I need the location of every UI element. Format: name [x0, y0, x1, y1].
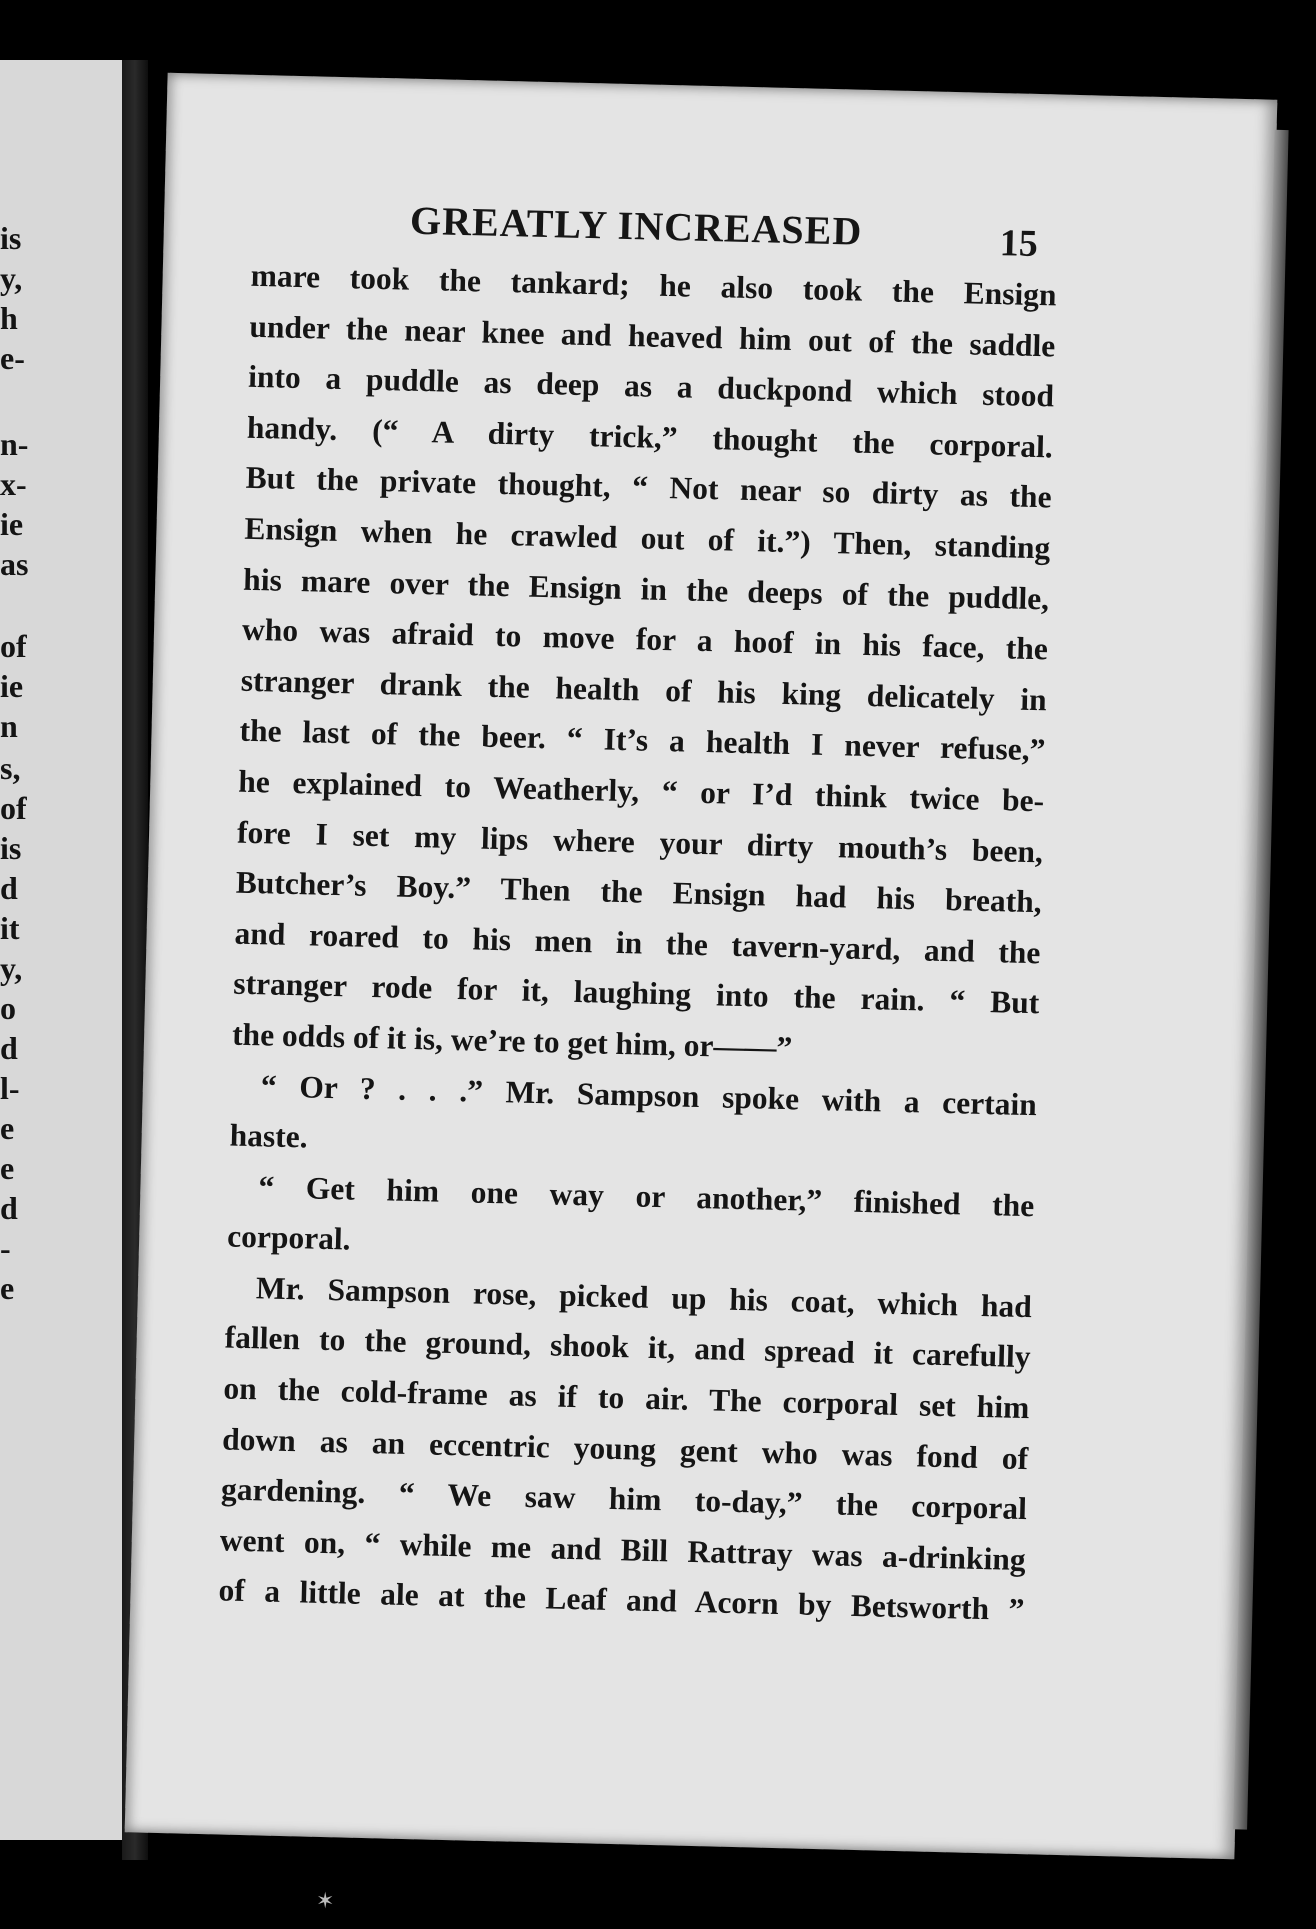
body-text	[218, 251, 1057, 1636]
book-page	[125, 73, 1278, 1860]
text-line: Ensign when he crawled out of it.”) Then, standing	[244, 510, 1051, 566]
left-page-fragment: h	[0, 300, 18, 336]
left-page-fragment: n	[0, 708, 18, 744]
text-line: stranger rode for it, laughing into the rain. “ But	[233, 965, 1040, 1021]
text-line: of a little ale at the Leaf and Acorn by Betsworth ”	[218, 1572, 1025, 1628]
text-line: fore I set my lips where your dirty mouth’s been,	[236, 814, 1044, 869]
text-line: he explained to Weatherly, “ or I’d think twice be-	[237, 763, 1045, 819]
text-line: and roared to his men in the tavern-yard, and the	[234, 915, 1041, 971]
page-edge	[1233, 130, 1289, 1830]
text-line: went on, “ while me and Bill Rattray was a-drinking	[219, 1522, 1027, 1577]
text-line: Butcher’s Boy.” Then the Ensign had his breath,	[235, 864, 1043, 920]
left-page-fragment: of	[0, 790, 27, 826]
left-page-fragment: x-	[0, 466, 27, 502]
left-page-fragment: e	[0, 1150, 15, 1186]
text-line: on the cold-frame as if to air. The corporal set him	[223, 1370, 1030, 1426]
left-page-fragment: l-	[0, 1070, 20, 1106]
text-line: his mare over the Ensign in the deeps of the puddle,	[242, 561, 1050, 616]
text-line: the last of the beer. “ It’s a health I never refuse,”	[239, 713, 1046, 768]
text-line: “ Get him one way or another,” finished the	[258, 1168, 1035, 1223]
left-page-fragment: o	[0, 990, 16, 1026]
text-line: corporal.	[226, 1218, 351, 1257]
text-line: fallen to the ground, shook it, and spread it carefully	[224, 1319, 1031, 1375]
left-page-fragment: y,	[0, 260, 23, 296]
left-page-text-fragments	[0, 60, 122, 1840]
text-line: Mr. Sampson rose, picked up his coat, which had	[255, 1270, 1033, 1325]
left-facing-page	[0, 60, 122, 1840]
left-page-fragment: -	[0, 1230, 11, 1266]
text-line: down as an eccentric young gent who was fond of	[221, 1421, 1029, 1476]
left-page-fragment: it	[0, 910, 20, 946]
text-line: who was afraid to move for a hoof in his face, the	[241, 611, 1049, 667]
text-line: into a puddle as deep as a duckpond which stood	[247, 358, 1055, 414]
text-line: under the near knee and heaved him out of the saddle	[249, 308, 1056, 364]
left-page-fragment: of	[0, 628, 27, 664]
left-page-fragment: as	[0, 546, 29, 582]
text-line: gardening. “ We saw him to-day,” the corporal	[220, 1471, 1028, 1527]
left-page-fragment: y,	[0, 950, 23, 986]
left-page-fragment: e	[0, 1270, 15, 1306]
text-line: But the private thought, “ Not near so dirty as the	[245, 460, 1052, 515]
text-line: mare took the tankard; he also took the Ensign	[250, 257, 1057, 313]
left-page-fragment: s,	[0, 750, 21, 786]
left-page-fragment: is	[0, 220, 22, 256]
left-page-fragment: n-	[0, 426, 29, 462]
left-page-fragment: d	[0, 870, 18, 906]
text-line: the odds of it is, we’re to get him, or——”	[231, 1016, 793, 1066]
left-page-fragment: ie	[0, 506, 24, 542]
left-page-fragment: ie	[0, 668, 24, 704]
scan-mark-icon: ✶	[316, 1888, 335, 1913]
left-page-fragment: d	[0, 1030, 18, 1066]
left-page-fragment: d	[0, 1190, 18, 1226]
left-page-fragment: e	[0, 1110, 15, 1146]
left-page-fragment: is	[0, 830, 22, 866]
left-page-fragment: e-	[0, 340, 25, 376]
text-line: handy. (“ A dirty trick,” thought the corporal.	[246, 409, 1054, 465]
text-line: haste.	[229, 1117, 309, 1155]
text-line: stranger drank the health of his king delicately in	[240, 662, 1048, 718]
running-head-title: GREATLY INCREASED	[409, 197, 863, 254]
page-number: 15	[999, 222, 1039, 266]
text-line: “ Or ? . . .” Mr. Sampson spoke with a certain	[260, 1067, 1038, 1122]
